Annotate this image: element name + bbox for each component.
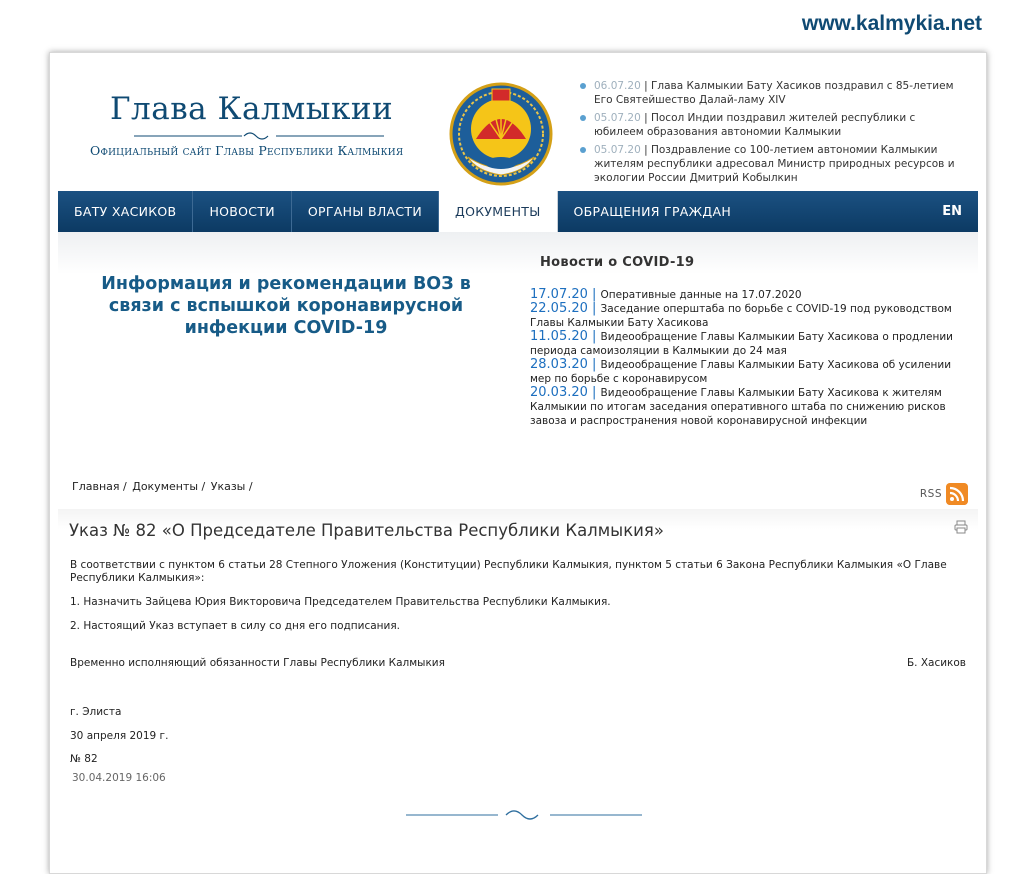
nav-item-documents[interactable]: ДОКУМЕНТЫ <box>439 191 558 232</box>
site-title[interactable]: Глава Калмыкии <box>110 91 394 127</box>
covid-news-item[interactable]: 20.03.20 | Видеообращение Главы Калмыкии Бату Хасикова к жителям Калмыкии по итогам заседания оперативного штаба по снижению рисков завоза и распространения новой коронавирусной инфекции <box>530 385 946 427</box>
footer-ornament <box>406 807 642 823</box>
site-watermark: www.kalmykia.net <box>801 12 982 35</box>
site-subtitle: Официальный сайт Главы Республики Калмыкия <box>90 143 404 158</box>
covid-news-list <box>530 288 970 428</box>
breadcrumb <box>72 480 255 493</box>
decree-number: № 82 <box>70 753 98 765</box>
decree-point-1: 1. Назначить Зайцева Юрия Викторовича Председателем Правительства Республики Калмыкия. <box>70 596 611 608</box>
site-header <box>58 61 978 191</box>
language-switch-en[interactable]: EN <box>942 204 962 219</box>
nav-item-news[interactable]: НОВОСТИ <box>193 191 291 232</box>
header-news-item[interactable]: 05.07.20 | Посол Индии поздравил жителей республики с юбилеем образования автономии Калмыкии <box>578 111 958 139</box>
header-news-item[interactable]: 05.07.20 | Поздравление со 100-летием автономии Калмыкии жителям республики адресовал Министр природных ресурсов и экологии России Дмитрий Кобылкин <box>578 143 958 185</box>
decree-date: 30 апреля 2019 г. <box>70 730 169 742</box>
page-inner <box>58 61 978 784</box>
decree-city: г. Элиста <box>70 706 122 718</box>
breadcrumb-decrees[interactable]: Указы / <box>210 480 253 493</box>
covid-news-item[interactable]: 11.05.20 | Видеообращение Главы Калмыкии Бату Хасикова о продлении периода самоизоляции в Калмыкии до 24 мая <box>530 329 953 357</box>
page-title: Указ № 82 «О Председателе Правительства Республики Калмыкия» <box>69 521 664 540</box>
page-container <box>49 52 987 874</box>
header-news-item[interactable]: 06.07.20 | Глава Калмыкии Бату Хасиков поздравил с 85-летием Его Святейшество Далай-ламу XIV <box>578 79 958 107</box>
republic-emblem-icon[interactable] <box>446 79 556 189</box>
signer-name: Б. Хасиков <box>906 657 966 669</box>
decree-point-2: 2. Настоящий Указ вступает в силу со дня его подписания. <box>70 620 401 632</box>
rss-icon <box>946 483 968 505</box>
decree-preamble: В соответствии с пунктом 6 статьи 28 Степного Уложения (Конституции) Республики Калмыкия, пунктом 5 статьи 6 Закона Республики Калмыкия «О Главе Республики Калмыкия»: <box>70 559 947 584</box>
publish-timestamp: 30.04.2019 16:06 <box>72 772 166 784</box>
header-news-list <box>578 79 958 189</box>
document-content <box>58 509 978 849</box>
covid-news-item[interactable]: 28.03.20 | Видеообращение Главы Калмыкии Бату Хасикова об усилении мер по борьбе с коронавирусом <box>530 357 952 385</box>
print-icon[interactable] <box>954 520 968 534</box>
covid-news-heading: Новости о COVID-19 <box>540 255 695 270</box>
covid-news-item[interactable]: 22.05.20 | Заседание оперштаба по борьбе с COVID-19 под руководством Главы Калмыкии Бату Хасикова <box>530 301 952 329</box>
covid-news-item[interactable]: 17.07.20 | Оперативные данные на 17.07.2020 <box>530 287 802 302</box>
nav-item-citizen-appeals[interactable]: ОБРАЩЕНИЯ ГРАЖДАН <box>573 204 732 219</box>
main-nav <box>58 191 978 232</box>
breadcrumb-documents[interactable]: Документы / <box>132 480 206 493</box>
breadcrumb-home[interactable]: Главная / <box>72 480 127 493</box>
rss-label: RSS <box>919 488 942 500</box>
signer-title: Временно исполняющий обязанности Главы Республики Калмыкия <box>70 657 445 669</box>
covid-section <box>58 232 978 467</box>
rss-link[interactable] <box>920 483 968 505</box>
title-ornament <box>134 131 384 141</box>
nav-item-government[interactable]: ОРГАНЫ ВЛАСТИ <box>292 191 439 232</box>
who-covid-banner-link[interactable]: Информация и рекомендации ВОЗ в связи с вспышкой коронавирусной инфекции COVID-19 <box>101 274 471 338</box>
nav-item-batu-khasikov[interactable]: БАТУ ХАСИКОВ <box>58 191 193 232</box>
